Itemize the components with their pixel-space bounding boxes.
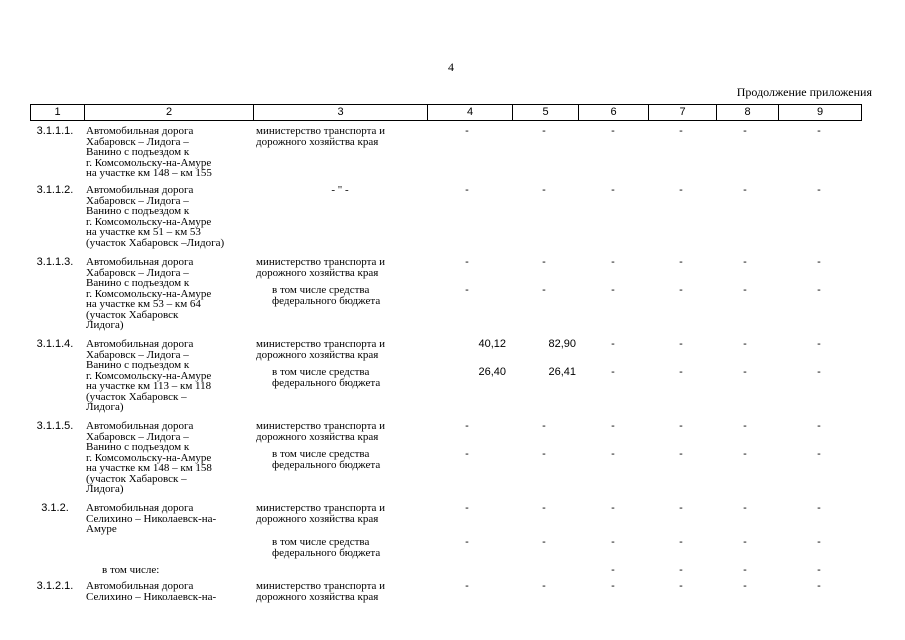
page-number: 4 xyxy=(448,60,454,74)
value-col-4: - xyxy=(465,420,469,432)
value-col-7: - xyxy=(679,284,683,296)
value-col-9: - xyxy=(817,420,821,432)
value-col-8: - xyxy=(743,284,747,296)
row-number: 3.1.2. xyxy=(41,502,69,514)
value-col-6: - xyxy=(611,366,615,378)
value-col-5: - xyxy=(542,125,546,137)
value-col-5: - xyxy=(542,184,546,196)
object-name: Автомобильная дорога Селихино – Николаевск-на- xyxy=(86,580,217,603)
value-col-6: - xyxy=(611,502,615,514)
executor: в том числе средства федерального бюджета xyxy=(272,366,381,389)
value-col-5: 26,41 xyxy=(548,366,576,378)
value-col-9: - xyxy=(817,564,821,576)
object-name: Автомобильная дорога Хабаровск – Лидога – Ванино с подъездом к г. Комсомольску-на-Амуре на участке км 148 – км 155 xyxy=(86,125,212,179)
value-col-9: - xyxy=(817,256,821,268)
value-col-4: 40,12 xyxy=(478,338,506,350)
value-col-9: - xyxy=(817,502,821,514)
value-col-8: - xyxy=(743,256,747,268)
value-col-7: - xyxy=(679,580,683,592)
header-col-3: 3 xyxy=(253,105,427,120)
value-col-5: - xyxy=(542,580,546,592)
object-name: Автомобильная дорога Хабаровск – Лидога – Ванино с подъездом к г. Комсомольску-на-Амуре на участке км 53 – км 64 (участок Хабаровск Лидога) xyxy=(86,256,212,331)
value-col-9: - xyxy=(817,580,821,592)
value-col-8: - xyxy=(743,502,747,514)
value-col-5: - xyxy=(542,284,546,296)
value-col-8: - xyxy=(743,564,747,576)
header-col-6: 6 xyxy=(578,105,648,120)
header-col-4: 4 xyxy=(427,105,512,120)
value-col-9: - xyxy=(817,184,821,196)
value-col-4: - xyxy=(465,256,469,268)
value-col-7: - xyxy=(679,256,683,268)
value-col-6: - xyxy=(611,125,615,137)
value-col-4: - xyxy=(465,580,469,592)
value-col-9: - xyxy=(817,536,821,548)
value-col-7: - xyxy=(679,564,683,576)
executor: - " - xyxy=(331,184,349,196)
value-col-4: - xyxy=(465,284,469,296)
value-col-5: - xyxy=(542,448,546,460)
value-col-8: - xyxy=(743,448,747,460)
header-col-5: 5 xyxy=(512,105,578,120)
object-name: в том числе: xyxy=(102,564,160,576)
row-number: 3.1.1.3. xyxy=(36,256,74,268)
executor: в том числе средства федерального бюджета xyxy=(272,448,381,471)
object-name: Автомобильная дорога Хабаровск – Лидога – Ванино с подъездом к г. Комсомольску-на-Амуре на участке км 113 – км 118 (участок Хабаровск – Лидога) xyxy=(86,338,212,413)
value-col-6: - xyxy=(611,536,615,548)
value-col-6: - xyxy=(611,580,615,592)
header-col-9: 9 xyxy=(778,105,862,120)
value-col-9: - xyxy=(817,125,821,137)
header-col-7: 7 xyxy=(648,105,716,120)
value-col-6: - xyxy=(611,448,615,460)
value-col-7: - xyxy=(679,366,683,378)
value-col-5: - xyxy=(542,536,546,548)
value-col-5: - xyxy=(542,502,546,514)
value-col-8: - xyxy=(743,125,747,137)
executor: министерство транспорта и дорожного хозяйства края xyxy=(256,338,386,361)
value-col-7: - xyxy=(679,420,683,432)
value-col-9: - xyxy=(817,366,821,378)
executor: министерство транспорта и дорожного хозяйства края xyxy=(256,256,386,279)
header-col-2: 2 xyxy=(84,105,253,120)
value-col-4: - xyxy=(465,184,469,196)
executor: в том числе средства федерального бюджета xyxy=(272,536,381,559)
value-col-9: - xyxy=(817,338,821,350)
value-col-7: - xyxy=(679,338,683,350)
header-col-8: 8 xyxy=(716,105,778,120)
value-col-8: - xyxy=(743,184,747,196)
value-col-6: - xyxy=(611,564,615,576)
executor: министерство транспорта и дорожного хозяйства края xyxy=(256,125,386,148)
value-col-4: - xyxy=(465,448,469,460)
value-col-4: - xyxy=(465,125,469,137)
value-col-8: - xyxy=(743,420,747,432)
value-col-7: - xyxy=(679,536,683,548)
executor: в том числе средства федерального бюджета xyxy=(272,284,381,307)
value-col-8: - xyxy=(743,338,747,350)
value-col-5: - xyxy=(542,420,546,432)
value-col-8: - xyxy=(743,580,747,592)
continuation-label: Продолжение приложения xyxy=(736,85,872,99)
value-col-6: - xyxy=(611,338,615,350)
header-col-1: 1 xyxy=(30,105,84,120)
value-col-4: - xyxy=(465,536,469,548)
executor: министерство транспорта и дорожного хозяйства края xyxy=(256,580,386,603)
executor: министерство транспорта и дорожного хозяйства края xyxy=(256,502,386,525)
value-col-4: 26,40 xyxy=(478,366,506,378)
value-col-9: - xyxy=(817,448,821,460)
value-col-7: - xyxy=(679,125,683,137)
value-col-7: - xyxy=(679,448,683,460)
value-col-6: - xyxy=(611,256,615,268)
object-name: Автомобильная дорога Селихино – Николаевск-на- Амуре xyxy=(86,502,217,535)
object-name: Автомобильная дорога Хабаровск – Лидога – Ванино с подъездом к г. Комсомольску-на-Амуре на участке км 148 – км 158 (участок Хабаровск – Лидога) xyxy=(86,420,212,495)
object-name: Автомобильная дорога Хабаровск – Лидога – Ванино с подъездом к г. Комсомольску-на-Амуре на участке км 51 – км 53 (участок Хабаровск –Лидога) xyxy=(86,184,225,249)
executor: министерство транспорта и дорожного хозяйства края xyxy=(256,420,386,443)
value-col-4: - xyxy=(465,502,469,514)
row-number: 3.1.1.1. xyxy=(36,125,74,137)
value-col-7: - xyxy=(679,184,683,196)
row-number: 3.1.1.2. xyxy=(36,184,74,196)
row-number: 3.1.1.5. xyxy=(36,420,74,432)
value-col-6: - xyxy=(611,184,615,196)
table-header xyxy=(30,104,862,121)
value-col-8: - xyxy=(743,536,747,548)
value-col-8: - xyxy=(743,366,747,378)
value-col-5: - xyxy=(542,256,546,268)
row-number: 3.1.1.4. xyxy=(36,338,74,350)
value-col-7: - xyxy=(679,502,683,514)
row-number: 3.1.2.1. xyxy=(36,580,74,592)
value-col-5: 82,90 xyxy=(548,338,576,350)
value-col-6: - xyxy=(611,284,615,296)
value-col-9: - xyxy=(817,284,821,296)
value-col-6: - xyxy=(611,420,615,432)
